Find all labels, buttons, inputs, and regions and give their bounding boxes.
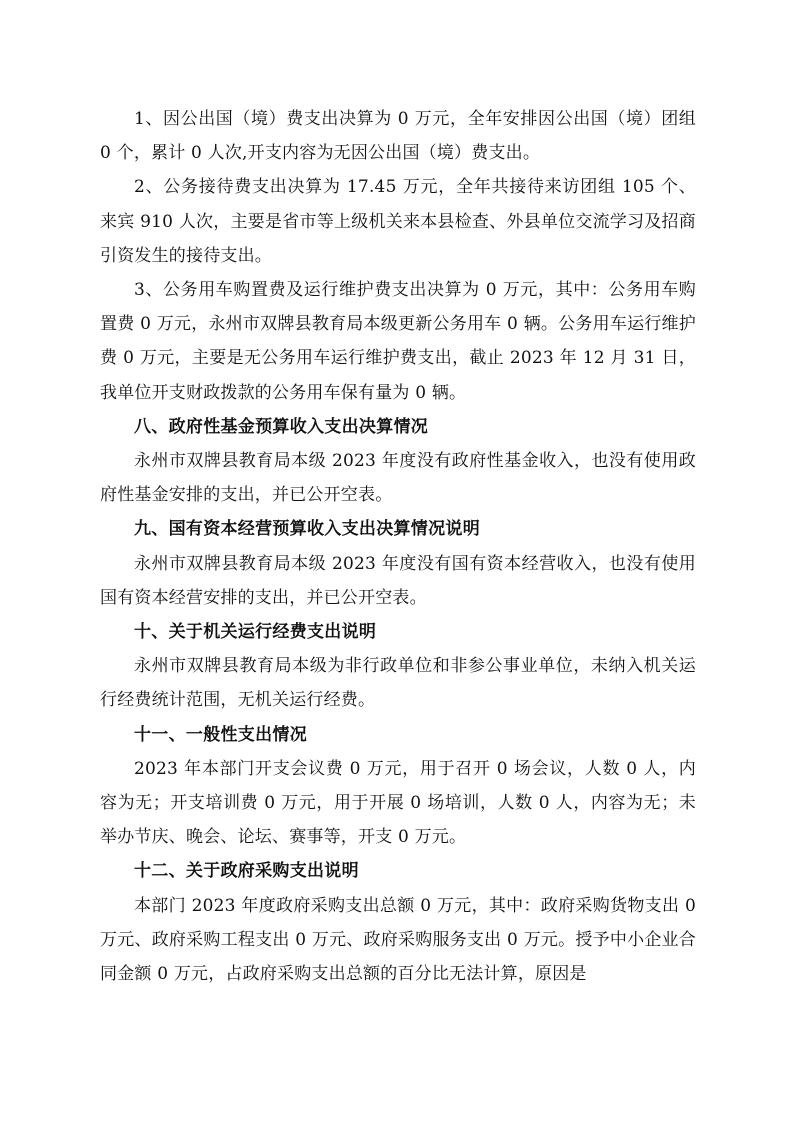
section-body-state-capital: 永州市双牌县教育局本级 2023 年度没有国有资本经营收入，也没有使用国有资本经营安排的支出，并已公开空表。 bbox=[100, 553, 696, 608]
section-body-operating-expenses: 永州市双牌县教育局本级为非行政单位和非参公事业单位，未纳入机关运行经费统计范围，无机关运行经费。 bbox=[100, 656, 696, 711]
paragraph-reception: 2、公务接待费支出决算为 17.45 万元，全年共接待来访团组 105 个、来宾 910 人次，主要是省市等上级机关来本县检查、外县单位交流学习及招商引资发生的接待支出。 bbox=[100, 177, 696, 266]
section-heading-procurement: 十二、关于政府采购支出说明 bbox=[134, 861, 359, 882]
document-body bbox=[100, 102, 696, 991]
section-body-general-expenses: 2023 年本部门开支会议费 0 万元，用于召开 0 场会议，人数 0 人，内容为无；开支培训费 0 万元，用于开展 0 场培训，人数 0 人，内容为无；未举办节庆、晚会、论坛、赛事等，开支 0 万元。 bbox=[100, 758, 696, 848]
section-heading-operating-expenses: 十、关于机关运行经费支出说明 bbox=[134, 622, 377, 643]
paragraph-overseas-travel: 1、因公出国（境）费支出决算为 0 万元，全年安排因公出国（境）团组 0 个，累计 0 人次,开支内容为无因公出国（境）费支出。 bbox=[100, 109, 696, 164]
section-heading-general-expenses: 十一、一般性支出情况 bbox=[134, 724, 307, 745]
section-heading-government-funds: 八、政府性基金预算收入支出决算情况 bbox=[134, 416, 429, 437]
paragraph-vehicles: 3、公务用车购置费及运行维护费支出决算为 0 万元，其中：公务用车购置费 0 万元，永州市双牌县教育局本级更新公务用车 0 辆。公务用车运行维护费 0 万元，主要是无公务用车运行维护费支出，截止 2023 年 12 月 31 日，我单位开支财政拨款的公务用车保有量为 0 辆。 bbox=[100, 280, 696, 403]
section-body-government-funds: 永州市双牌县教育局本级 2023 年度没有政府性基金收入，也没有使用政府性基金安排的支出，并已公开空表。 bbox=[100, 451, 696, 506]
section-body-procurement: 本部门 2023 年度政府采购支出总额 0 万元，其中：政府采购货物支出 0 万元、政府采购工程支出 0 万元、政府采购服务支出 0 万元。授予中小企业合同金额 0 万元，占政府采购支出总额的百分比无法计算，原因是 bbox=[100, 895, 696, 985]
section-heading-state-capital: 九、国有资本经营预算收入支出决算情况说明 bbox=[134, 519, 480, 540]
